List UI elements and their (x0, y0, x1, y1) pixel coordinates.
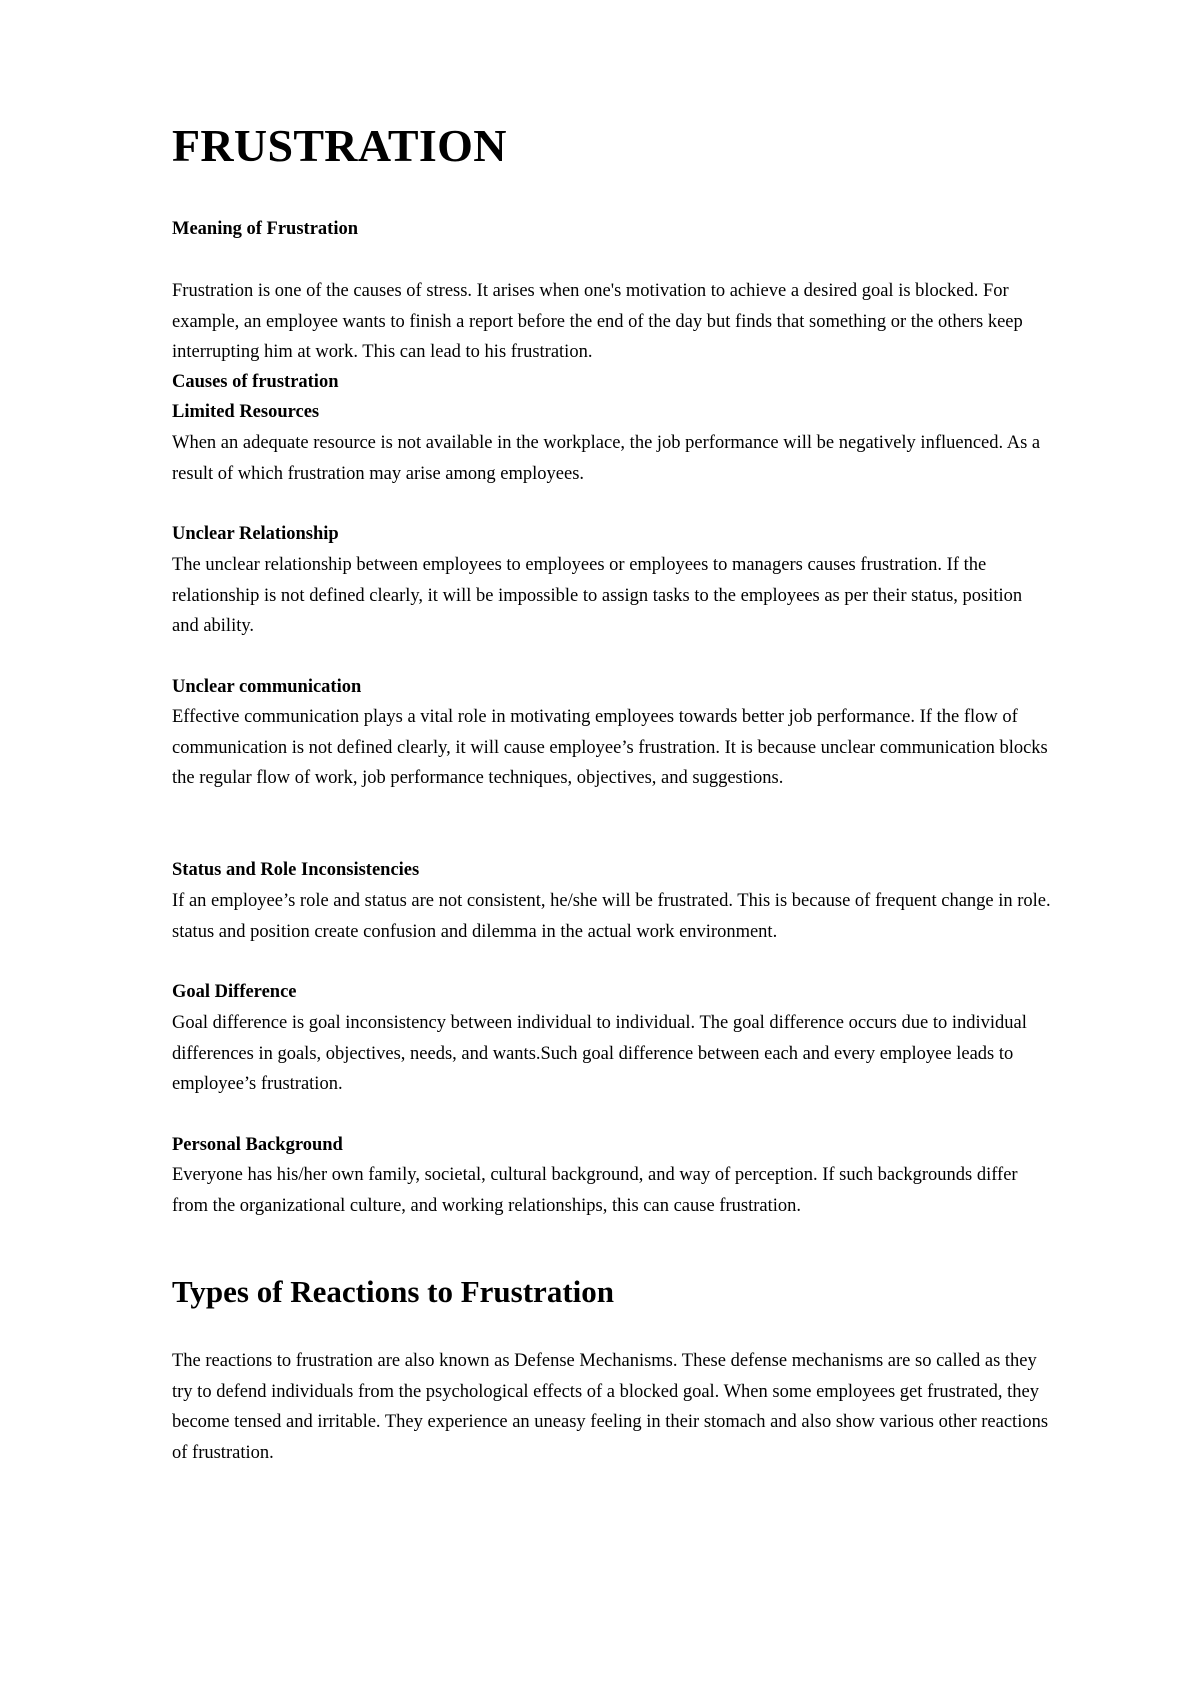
cause-text-status-role: If an employee’s role and status are not consistent, he/she will be frustrated. This is because of frequent change in role. status and position create confusion and dilemma in the actual work environment. (172, 891, 1051, 942)
meaning-paragraph: Frustration is one of the causes of stress. It arises when one's motivation to achieve a desired goal is blocked. For example, an employee wants to finish a report before the end of the day but finds that something or the others keep interrupting him at work. This can lead to his frustration. (172, 281, 1023, 362)
cause-text-limited-resources: When an adequate resource is not available in the workplace, the job performance will be negatively influenced. As a result of which frustration may arise among employees. (172, 433, 1041, 484)
cause-heading-status-role: Status and Role Inconsistencies (172, 860, 420, 880)
cause-heading-goal-difference: Goal Difference (172, 982, 297, 1002)
cause-text-personal-background: Everyone has his/her own family, societal, cultural background, and way of perception. If such backgrounds differ from the organizational culture, and working relationships, this can cause frustration. (172, 1165, 1018, 1216)
reactions-heading: Types of Reactions to Frustration (172, 1274, 614, 1309)
cause-text-unclear-communication: Effective communication plays a vital role in motivating employees towards better job performance. If the flow of communication is not defined clearly, it will cause employee’s frustration. It is because unclear communication blocks the regular flow of work, job performance techniques, objectives, and suggestions. (172, 707, 1048, 788)
document-title: FRUSTRATION (172, 120, 507, 171)
cause-heading-unclear-relationship: Unclear Relationship (172, 524, 339, 544)
cause-heading-unclear-communication: Unclear communication (172, 677, 362, 697)
cause-text-goal-difference: Goal difference is goal inconsistency between individual to individual. The goal difference occurs due to individual differences in goals, objectives, needs, and wants.Such goal difference between each and every employee leads to employee’s frustration. (172, 1013, 1027, 1094)
reactions-paragraph: The reactions to frustration are also known as Defense Mechanisms. These defense mechanisms are so called as they try to defend individuals from the psychological effects of a blocked goal. When some employees get frustrated, they become tensed and irritable. They experience an uneasy feeling in their stomach and also show various other reactions of frustration. (172, 1351, 1049, 1463)
causes-heading: Causes of frustration (172, 372, 339, 392)
cause-text-unclear-relationship: The unclear relationship between employees to employees or employees to managers causes frustration. If the relationship is not defined clearly, it will be impossible to assign tasks to the employees as per their status, position and ability. (172, 555, 1023, 636)
cause-heading-personal-background: Personal Background (172, 1135, 343, 1155)
meaning-heading: Meaning of Frustration (172, 219, 359, 239)
cause-heading-limited-resources: Limited Resources (172, 402, 320, 422)
